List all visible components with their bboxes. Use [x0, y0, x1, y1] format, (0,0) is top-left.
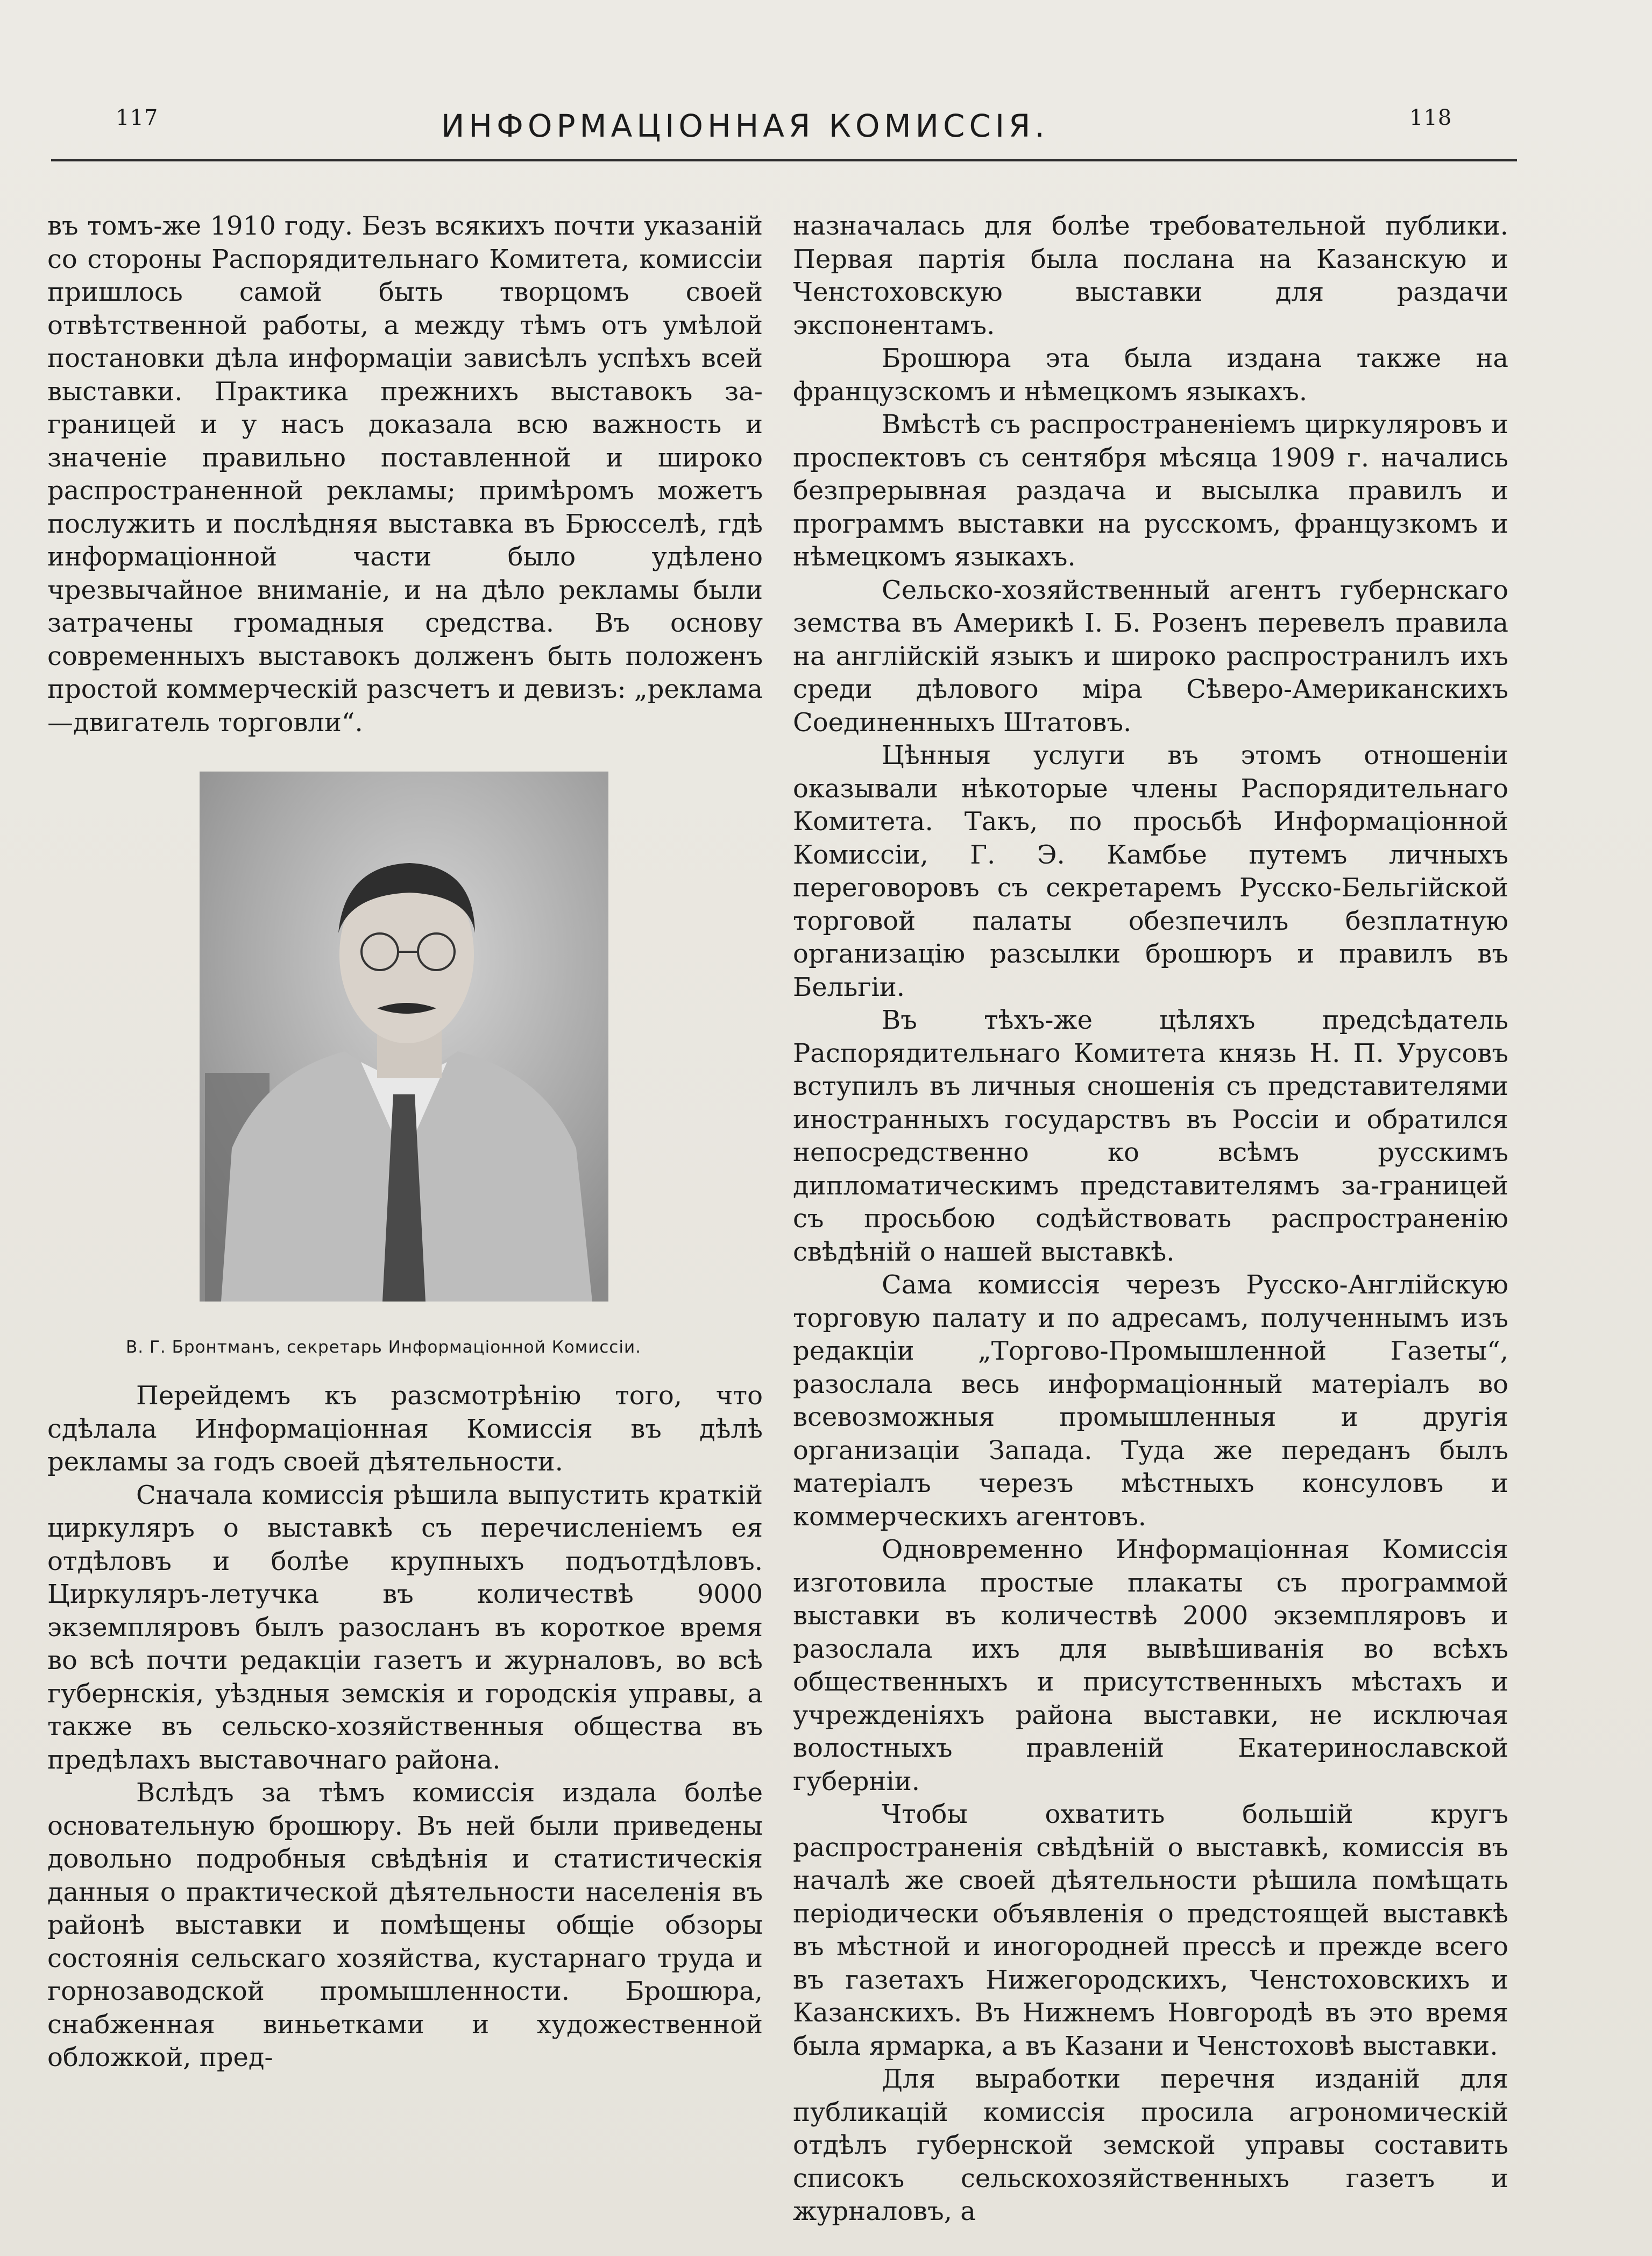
left-column-bottom-text [47, 1380, 763, 2075]
paragraph: Сначала комиссія рѣшила выпустить краткій циркуляръ о выставкѣ съ перечисленіемъ ея отдѣловъ и болѣе крупныхъ подъотдѣловъ. Циркуляръ-летучка въ количествѣ 9000 экземпляровъ былъ разосланъ въ короткое время во всѣ почти редакціи газетъ и журналовъ, во всѣ губернскія, уѣздныя земскія и городскія управы, а также въ сельско-хозяйственныя общества въ предѣлахъ выставочнаго района. [47, 1480, 763, 1775]
page-number-left: 117 [116, 105, 159, 130]
left-column [47, 210, 763, 2075]
paragraph: Вмѣстѣ съ распространеніемъ циркуляровъ и проспектовъ съ сентября мѣсяца 1909 г. начались безпрерывная раздача и высылка правилъ и программъ выставки на русскомъ, французкомъ и нѣмецкомъ языкахъ. [793, 409, 1508, 572]
paragraph: Сама комиссія черезъ Русско-Англійскую торговую палату и по адресамъ, полученнымъ изъ редакціи „Торгово-Промышленной Газеты“, разослала весь информаціонный матеріалъ во всевозможныя промышленныя и другія организаціи Запада. Туда же переданъ былъ матеріалъ черезъ мѣстныхъ консуловъ и коммерческихъ агентовъ. [793, 1270, 1508, 1532]
running-header-title: ИНФОРМАЦІОННАЯ КОМИССІЯ. [441, 108, 1049, 144]
paragraph: Сельско-хозяйственный агентъ губернскаго земства въ Америкѣ І. Б. Розенъ перевелъ правила на англійскій языкъ и широко распространилъ ихъ среди дѣлового міра Сѣверо-Американскихъ Соединенныхъ Штатовъ. [793, 575, 1508, 738]
portrait-photo [200, 772, 608, 1302]
paragraph: Перейдемъ къ разсмотрѣнію того, что сдѣлала Информаціонная Комиссія въ дѣлѣ рекламы за годъ своей дѣятельности. [47, 1381, 763, 1477]
paragraph: Брошюра эта была издана также на французскомъ и нѣмецкомъ языкахъ. [793, 343, 1508, 407]
right-column [793, 210, 1508, 2229]
paragraph: въ томъ-же 1910 году. Безъ всякихъ почти указаній со стороны Распорядительнаго Комитета, комиссіи пришлось самой быть творцомъ своей отвѣтственной работы, а между тѣмъ отъ умѣлой постановки дѣла информаціи зависѣлъ успѣхъ всей выставки. Практика прежнихъ выставокъ за-границей и у насъ доказала всю важность и значеніе правильно поставленной и широко распространенной рекламы; примѣромъ можетъ послужить и послѣдняя выставка въ Брюсселѣ, гдѣ информаціонной части было удѣлено чрезвычайное вниманіе, и на дѣло рекламы были затрачены громадныя средства. Въ основу современныхъ выставокъ долженъ быть положенъ простой коммерческій разсчетъ и девизъ: „реклама—двигатель торговли“. [47, 211, 763, 738]
paragraph: Въ тѣхъ-же цѣляхъ предсѣдатель Распорядительнаго Комитета князь Н. П. Урусовъ вступилъ въ личныя сношенія съ представителями иностранныхъ государствъ въ Россіи и обратился непосредственно ко всѣмъ русскимъ дипломатическимъ представителямъ за-границей съ просьбою содѣйствовать распространенію свѣдѣній о нашей выставкѣ. [793, 1005, 1508, 1267]
page-number-right: 118 [1409, 105, 1452, 130]
portrait-caption: В. Г. Бронтманъ, секретарь Информаціонной Комиссіи. [126, 1338, 641, 1357]
paragraph: Вслѣдъ за тѣмъ комиссія издала болѣе основательную брошюру. Въ ней были приведены довольно подробныя свѣдѣнія и статистическія данныя о практической дѣятельности населенія въ районѣ выставки и помѣщены общіе обзоры состоянія сельскаго хозяйства, кустарнаго труда и горнозаводской промышленности. Брошюра, снабженная виньетками и художественной обложкой, пред- [47, 1778, 763, 2073]
header-rule [51, 159, 1517, 161]
paragraph: Чтобы охватить большій кругъ распространенія свѣдѣній о выставкѣ, комиссія въ началѣ же своей дѣятельности рѣшила помѣщать періодически объявленія о предстоящей выставкѣ въ мѣстной и иногородней прессѣ и прежде всего въ газетахъ Нижегородскихъ, Ченстоховскихъ и Казанскихъ. Въ Нижнемъ Новгородѣ въ это время была ярмарка, а въ Казани и Ченстоховѣ выставки. [793, 1799, 1508, 2061]
portrait-figure [200, 772, 608, 1302]
paragraph: Одновременно Информаціонная Комиссія изготовила простые плакаты съ программой выставки въ количествѣ 2000 экземпляровъ и разослала ихъ для вывѣшиванія во всѣхъ общественныхъ и присутственныхъ мѣстахъ и учрежденіяхъ района выставки, не исключая волостныхъ правленій Екатеринославской губерніи. [793, 1534, 1508, 1797]
left-column-top-text [47, 210, 763, 739]
paragraph: назначалась для болѣе требовательной публики. Первая партія была послана на Казанскую и Ченстоховскую выставки для раздачи экспонентамъ. [793, 211, 1508, 341]
paragraph: Для выработки перечня изданій для публикацій комиссія просила агрономическій отдѣлъ губернской земской управы составить списокъ сельскохозяйственныхъ газетъ и журналовъ, а [793, 2064, 1508, 2226]
portrait-illustration [200, 772, 608, 1302]
paragraph: Цѣнныя услуги въ этомъ отношеніи оказывали нѣкоторые члены Распорядительнаго Комитета. Такъ, по просьбѣ Информаціонной Комиссіи, Г. Э. Камбье путемъ личныхъ переговоровъ съ секретаремъ Русско-Бельгійской торговой палаты обезпечилъ безплатную организацію разсылки брошюръ и правилъ въ Бельгіи. [793, 740, 1508, 1002]
